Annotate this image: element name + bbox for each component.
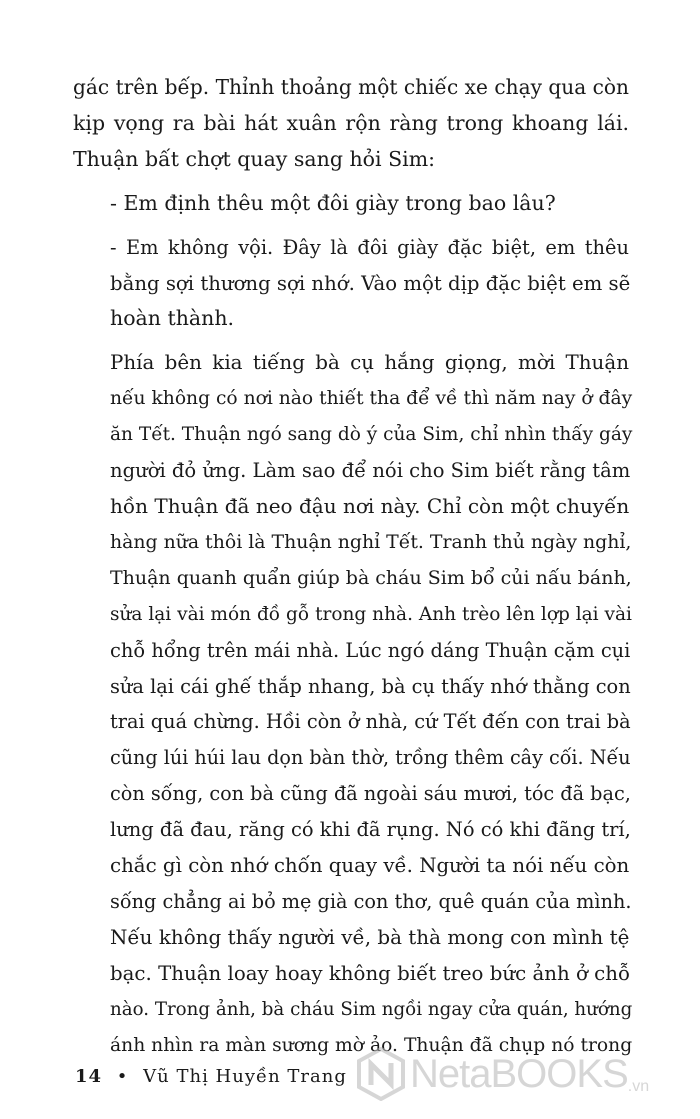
text-line: sửa lại cái ghế thắp nhang, bà cụ thấy nhớ thằng con (110, 674, 631, 698)
text-line: bằng sợi thương sợi nhớ. Vào một dịp đặc biệt em sẽ (110, 271, 631, 295)
text-line: sống chẳng ai bỏ mẹ già con thơ, quê quán của mình. (110, 889, 632, 913)
text-line: ăn Tết. Thuận ngó sang dò ý của Sim, chỉ nhìn thấy gáy (110, 424, 633, 446)
text-line: Thuận quanh quẩn giúp bà cháu Sim bổ củi nấu bánh, (110, 566, 632, 589)
text-line: trai quá chừng. Hồi còn ở nhà, cứ Tết đến con trai bà (110, 710, 631, 734)
text-line: bạc. Thuận loay hoay không biết treo bức ảnh ở chỗ (110, 961, 631, 985)
text-line: hoàn thành. (110, 306, 235, 331)
text-line: chắc gì còn nhớ chốn quay về. Người ta nói nếu còn (110, 854, 630, 878)
page-number: 14 (75, 1066, 103, 1087)
watermark-brand: NetaBOOKS (410, 1051, 628, 1096)
paragraph (73, 345, 633, 1063)
text-line: - Em định thêu một đôi giày trong bao lâu? (110, 190, 556, 215)
watermark-suffix: .vn (627, 1078, 650, 1095)
text-line: hàng nữa thôi là Thuận nghỉ Tết. Tranh thủ ngày nghỉ, (110, 530, 632, 553)
text-line: hồn Thuận đã neo đậu nơi này. Chỉ còn một chuyến (110, 493, 630, 518)
text-line: cũng lúi húi lau dọn bàn thờ, trồng thêm cây cối. Nếu (110, 746, 631, 770)
text-line: gác trên bếp. Thỉnh thoảng một chiếc xe chạy qua còn (73, 75, 629, 99)
text-line: kịp vọng ra bài hát xuân rộn ràng trong khoang lái. (73, 110, 630, 135)
text-line: nếu không có nơi nào thiết tha để về thì năm nay ở đây (110, 388, 633, 410)
text-line: lưng đã đau, răng có khi đã rụng. Nó có khi đãng trí, (110, 818, 631, 842)
author-name: Vũ Thị Huyền Trang (143, 1066, 347, 1087)
watermark (356, 1044, 696, 1104)
paragraph (73, 230, 629, 338)
text-line: người đỏ ửng. Làm sao để nói cho Sim biết rằng tâm (110, 459, 631, 483)
text-line: Nếu không thấy người về, bà thà mong con mình tệ (110, 925, 630, 949)
text-line: còn sống, con bà cũng đã ngoài sáu mươi, tóc đã bạc, (110, 782, 631, 806)
text-line: chỗ hổng trên mái nhà. Lúc ngó dáng Thuận cặm cụi (110, 638, 631, 662)
page-footer (75, 1066, 347, 1087)
paragraph (73, 70, 629, 178)
text-line: Thuận bất chợt quay sang hỏi Sim: (73, 146, 436, 171)
text-line: Phía bên kia tiếng bà cụ hắng giọng, mời Thuận (110, 351, 629, 375)
netabooks-logo-icon (356, 1047, 406, 1101)
footer-separator: • (116, 1066, 129, 1087)
text-line: sửa lại vài món đồ gỗ trong nhà. Anh trèo lên lợp lại vài (110, 603, 632, 625)
paragraph (73, 186, 629, 222)
text-line: nào. Trong ảnh, bà cháu Sim ngồi ngay cửa quán, hướng (110, 998, 633, 1020)
text-line: - Em không vội. Đây là đôi giày đặc biệt, em thêu (110, 235, 629, 259)
text-line: ánh nhìn ra màn sương mờ ảo. Thuận đã chụp nó trong (110, 1034, 633, 1056)
book-page-text (73, 70, 633, 1063)
